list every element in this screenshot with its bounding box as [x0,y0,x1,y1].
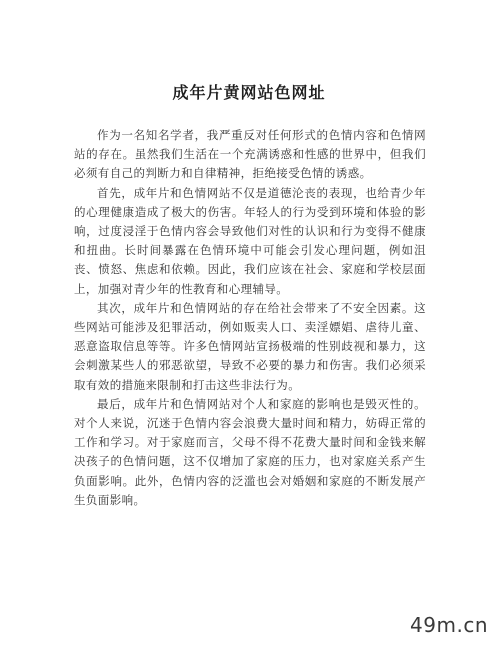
document-body [74,126,426,510]
paragraph-final-point: 最后，成年片和色情网站对个人和家庭的影响也是毁灭性的。对个人来说，沉迷于色情内容会浪费大量时间和精力，妨碍正常的工作和学习。对于家庭而言，父母不得不花费大量时间和金钱来解决孩子的色情问题，这不仅增加了家庭的压力，也对家庭关系产生负面影响。此外，色情内容的泛滥也会对婚姻和家庭的不断发展产生负面影响。 [74,396,426,507]
paragraph-intro: 作为一名知名学者，我严重反对任何形式的色情内容和色情网站的存在。虽然我们生活在一个充满诱惑和性感的世界中，但我们必须有自己的判断力和自律精神，拒绝接受色情的诱惑。 [74,128,426,181]
site-watermark: 49m.cn [410,613,488,637]
paragraph-first-point: 首先，成年片和色情网站不仅是道德沦丧的表现，也给青少年的心理健康造成了极大的伤害。年轻人的行为受到环境和体验的影响，过度浸淫于色情内容会导致他们对性的认识和行为变得不健康和扭曲。长时间暴露在色情环境中可能会引发心理问题，例如沮丧、愤怒、焦虑和依赖。因此，我们应该在社会、家庭和学校层面上，加强对青少年的性教育和心理辅导。 [74,185,426,296]
paragraph-second-point: 其次，成年片和色情网站的存在给社会带来了不安全因素。这些网站可能涉及犯罪活动，例如贩卖人口、卖淫嫖娼、虐待儿童、恶意盗取信息等等。许多色情网站宣扬极端的性别歧视和暴力，这会刺激某些人的邪恶欲望，导致不必要的暴力和伤害。我们必须采取有效的措施来限制和打击这些非法行为。 [74,300,426,392]
document-title: 成年片黄网站色网址 [172,83,326,102]
